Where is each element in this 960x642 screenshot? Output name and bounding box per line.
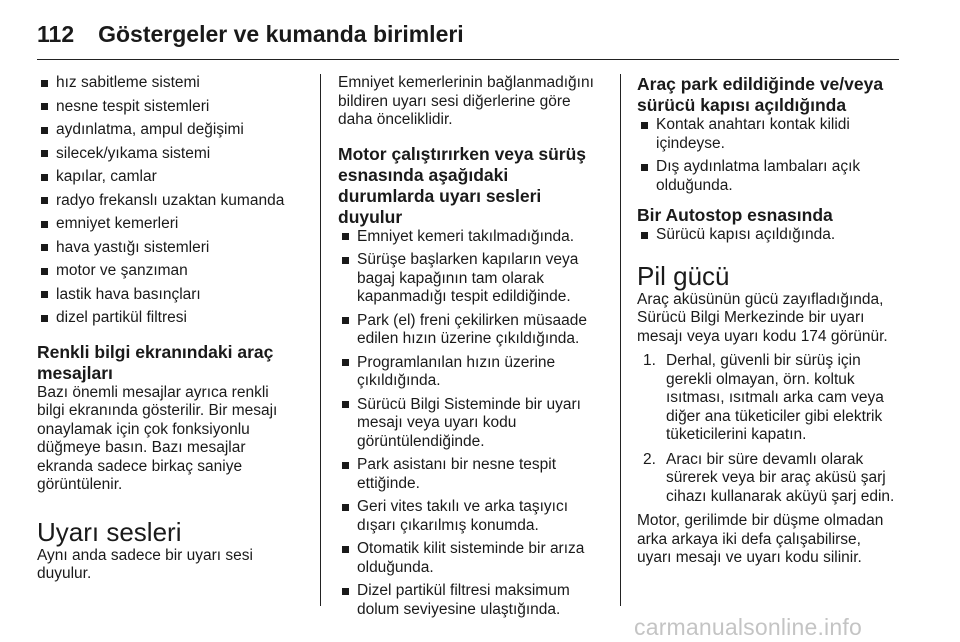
step-item [637, 451, 907, 507]
text-line: Sürücü Bilgi Merkezinde bir uyarı [637, 309, 865, 326]
text-line: çıkıldığında. [357, 372, 441, 389]
section-heading-vehicle-messages [37, 342, 305, 384]
text-line: düğmeye basın. Bazı mesajlar [37, 439, 246, 456]
text-line: bilgi ekranında gösterilir. Bir mesajı [37, 402, 278, 419]
text-line: olduğunda. [656, 176, 733, 194]
list-item [338, 228, 610, 247]
text-line: Geri vites takılı ve arka taşıyıcı [357, 498, 569, 515]
list-item [637, 226, 907, 245]
header-divider [37, 59, 899, 60]
section-text-vehicle-messages [37, 384, 305, 495]
intro-text [338, 74, 610, 130]
list-item [338, 540, 610, 577]
column-divider-1 [320, 74, 321, 606]
list-item [637, 116, 907, 153]
list-item [338, 312, 610, 349]
text-line: Park (el) freni çekilirken müsaade [357, 311, 588, 329]
text-line: mesajları [37, 362, 113, 383]
text-line: Emniyet kemeri takılmadığında. [357, 227, 575, 245]
text-line: onaylamak için çok fonksiyonlu [37, 420, 250, 438]
step-item [637, 352, 907, 445]
text-line: Araç aküsünün gücü zayıfladığında, [637, 290, 884, 308]
text-line: diğer ana tüketiciler gibi elektrik [666, 407, 883, 425]
autostop-conditions-list [637, 226, 907, 245]
text-line: dışarı çıkarılmış konumda. [357, 516, 539, 534]
text-line: Motor çalıştırırken veya sürüş [338, 143, 587, 164]
list-item: kapılar, camlar [37, 168, 305, 187]
list-item: silecek/yıkama sistemi [37, 145, 305, 164]
text-line: Motor, gerilimde bir düşme olmadan [637, 512, 884, 529]
text-line: mesajı veya uyarı kodu [357, 414, 517, 431]
list-item: dizel partikül filtresi [37, 309, 305, 328]
column-2 [338, 74, 610, 624]
text-line: duyulur. [37, 565, 92, 582]
text-line: Araç park edildiğinde ve/veya [637, 74, 884, 94]
text-line: cihazı kullanarak aküyü şarj edin. [666, 487, 895, 505]
heading-battery-voltage: Pil gücü [637, 260, 730, 291]
text-line: Renkli bilgi ekranındaki araç [37, 341, 274, 362]
step-number: 2. [643, 450, 656, 468]
section-heading-autostop: Bir Autostop esnasında [637, 205, 833, 225]
list-item [338, 582, 610, 619]
text-line: Sürüşe başlarken kapıların veya [357, 251, 579, 268]
text-line: ekranda sadece birkaç saniye [37, 457, 243, 475]
column-3 [637, 74, 907, 568]
text-line: daha önceliklidir. [338, 111, 453, 128]
list-item: lastik hava basınçları [37, 286, 305, 305]
text-line: edilen hızın üzerine çıkıldığında. [357, 330, 580, 347]
list-item: hava yastığı sistemleri [37, 239, 305, 258]
list-item [338, 456, 610, 493]
list-item: radyo frekanslı uzaktan kumanda [37, 192, 305, 211]
text-line: olduğunda. [357, 558, 434, 576]
text-line: gerekli olmayan, örn. koltuk [666, 370, 855, 388]
text-line: Otomatik kilit sisteminde bir arıza [357, 540, 585, 557]
text-line: Aynı anda sadece bir uyarı sesi [37, 546, 253, 564]
text-line: Sürücü Bilgi Sisteminde bir uyarı [357, 395, 581, 413]
parked-conditions-list [637, 116, 907, 195]
list-item: motor ve şanzıman [37, 262, 305, 281]
heading-warning-chimes: Uyarı sesleri [37, 516, 182, 547]
list-item [637, 158, 907, 195]
text-line: Programlanılan hızın üzerine [357, 353, 556, 371]
text-line: görüntülenir. [37, 476, 123, 493]
list-item: nesne tespit sistemleri [37, 98, 305, 117]
topic-list [37, 74, 305, 328]
text-line: ısıtması, ısıtmalı arka cam veya [666, 389, 884, 406]
list-item [338, 354, 610, 391]
list-item [338, 251, 610, 307]
column-divider-2 [620, 74, 621, 606]
text-line: Kontak anahtarı kontak kilidi [656, 116, 850, 133]
text-line: Bazı önemli mesajlar ayrıca renkli [37, 383, 269, 401]
section-heading-parked [637, 74, 907, 116]
section-heading-chime-conditions [338, 144, 610, 228]
text-line: içindeyse. [656, 134, 725, 152]
watermark: carmanualsonline.info [634, 614, 862, 640]
text-line: sürerek veya bir araç aküsü şarj [666, 469, 886, 486]
text-warning-chimes [37, 547, 305, 584]
text-line: Sürücü kapısı açıldığında. [656, 226, 836, 243]
text-line: tüketicilerini kapatın. [666, 426, 807, 443]
page-title: Göstergeler ve kumanda birimleri [98, 20, 464, 47]
text-line: durumlarda uyarı sesleri duyulur [338, 185, 542, 227]
list-item: aydınlatma, ampul değişimi [37, 121, 305, 140]
page-number: 112 [37, 20, 75, 47]
text-line: kapanmadığı tespit edildiğinde. [357, 288, 571, 305]
text-line: bagaj kapağının tam olarak [357, 269, 544, 287]
list-item [338, 396, 610, 452]
text-line: arka arkaya iki defa çalışabilirse, [637, 530, 861, 548]
chime-conditions-list [338, 228, 610, 620]
text-line: ettiğinde. [357, 474, 420, 492]
battery-reset-text [637, 512, 907, 568]
text-line: sürücü kapısı açıldığında [637, 95, 847, 115]
text-line: Derhal, güvenli bir sürüş için [666, 352, 861, 369]
list-item: emniyet kemerleri [37, 215, 305, 234]
text-line: Dış aydınlatma lambaları açık [656, 158, 861, 175]
text-line: görüntülendiğinde. [357, 432, 485, 450]
page-header [37, 14, 464, 54]
text-line: mesajı veya uyarı kodu 174 görünür. [637, 327, 888, 345]
column-1 [37, 74, 305, 584]
battery-text [637, 291, 907, 347]
list-item: hız sabitleme sistemi [37, 74, 305, 93]
text-line: Park asistanı bir nesne tespit [357, 456, 557, 473]
text-line: Dizel partikül filtresi maksimum [357, 582, 570, 599]
text-line: uyarı mesajı ve uyarı kodu silinir. [637, 549, 862, 566]
text-line: dolum seviyesine ulaştığında. [357, 600, 561, 618]
step-number: 1. [643, 352, 656, 369]
battery-steps-list [637, 352, 907, 506]
text-line: Aracı bir süre devamlı olarak [666, 450, 864, 468]
text-line: Emniyet kemerlerinin bağlanmadığını [338, 74, 594, 91]
text-line: bildiren uyarı sesi diğerlerine göre [338, 92, 571, 110]
list-item [338, 498, 610, 535]
text-line: esnasında aşağıdaki [338, 164, 509, 185]
